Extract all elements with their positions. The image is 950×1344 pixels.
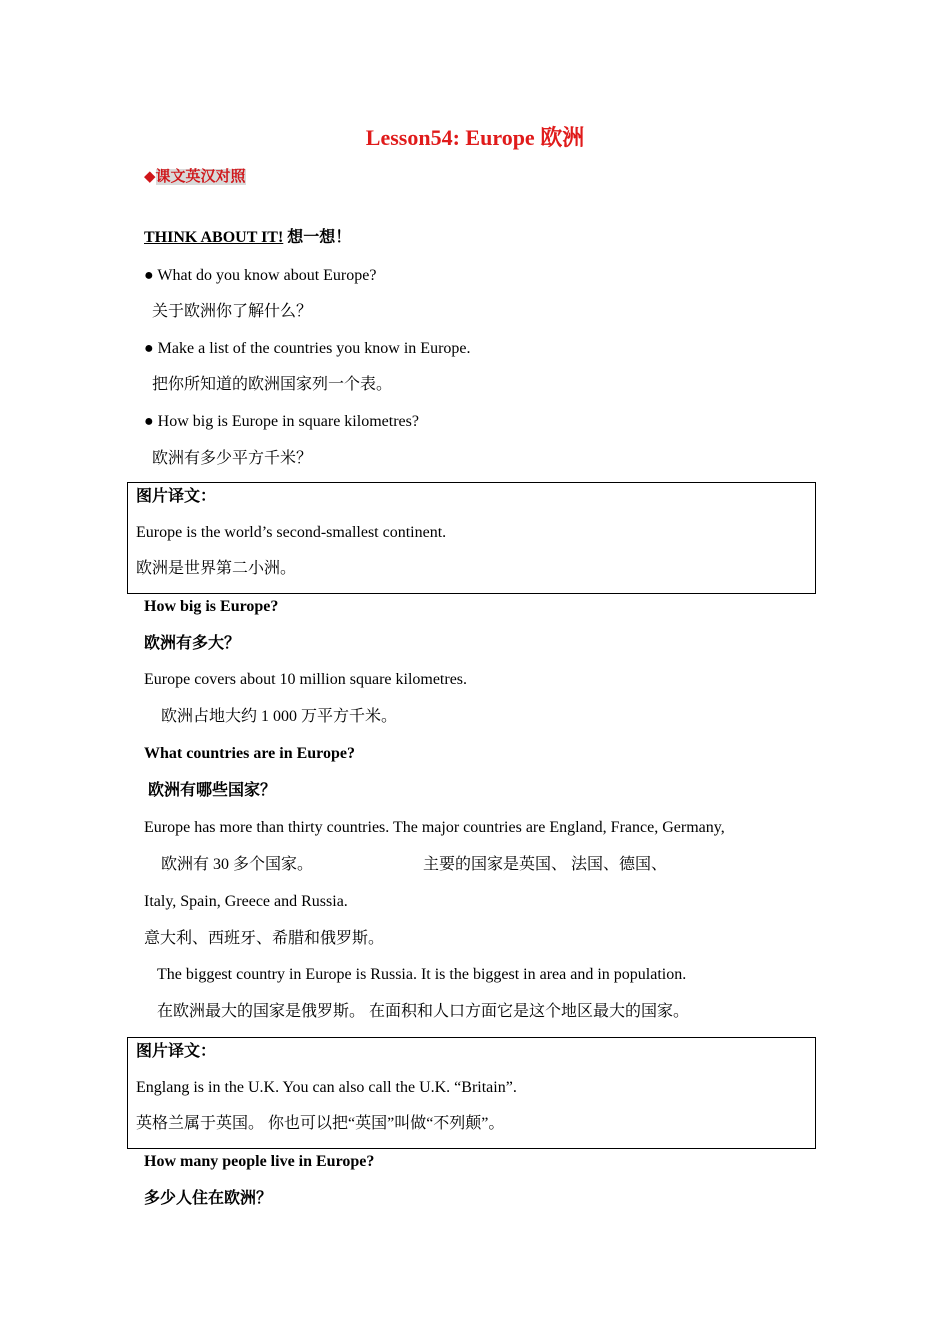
bullet-translation-3: 欧洲有多少平方千米？: [152, 450, 313, 467]
caption-text-zh: 英格兰属于英国。 你也可以把“英国”叫做“不列颠”。: [136, 1115, 505, 1132]
paragraph-zh-part-2: 主要的国家是英国、 法国、德国、: [423, 856, 668, 873]
bullet-item-2: [144, 339, 471, 359]
think-en: THINK ABOUT IT!: [144, 229, 284, 246]
caption-text-en: Englang is in the U.K. You can also call the U.K. “Britain”.: [136, 1079, 517, 1096]
question-heading-en: How many people live in Europe?: [144, 1153, 375, 1170]
caption-text-zh: 欧洲是世界第二小洲。: [136, 560, 297, 577]
diamond-icon: ◆: [144, 169, 156, 185]
question-heading-zh: 欧洲有哪些国家？: [148, 782, 277, 799]
picture-caption-box-2: [127, 1037, 816, 1149]
think-zh: 想一想！: [283, 229, 352, 246]
bullet-translation-2: 把你所知道的欧洲国家列一个表。: [152, 376, 393, 393]
caption-heading: 图片译文：: [136, 1043, 217, 1060]
bullet-translation-1: 关于欧洲你了解什么？: [152, 303, 313, 320]
bullet-item-3: [144, 412, 419, 432]
paragraph-zh: 在欧洲最大的国家是俄罗斯。 在面积和人口方面它是这个地区最大的国家。: [157, 1003, 690, 1020]
paragraph-en: Europe covers about 10 million square kilometres.: [144, 671, 468, 688]
question-heading-zh: 多少人住在欧洲？: [144, 1190, 273, 1207]
paragraph-en: Italy, Spain, Greece and Russia.: [144, 893, 348, 910]
section-heading: [144, 167, 246, 187]
caption-text-en: Europe is the world’s second-smallest continent.: [136, 524, 447, 541]
think-about-it-heading: [144, 228, 351, 248]
paragraph-zh: 意大利、西班牙、希腊和俄罗斯。: [144, 930, 385, 947]
paragraph-zh: 欧洲占地大约 1 000 万平方千米。: [161, 708, 398, 725]
picture-caption-box-1: [127, 482, 816, 594]
caption-heading: 图片译文：: [136, 488, 217, 505]
bullet-text-en: What do you know about Europe?: [157, 267, 377, 284]
bullet-icon: ●: [144, 267, 154, 284]
bullet-icon: ●: [144, 413, 154, 430]
bullet-icon: ●: [144, 340, 154, 357]
question-heading-zh: 欧洲有多大？: [144, 635, 241, 652]
question-heading-en: What countries are in Europe?: [144, 745, 355, 762]
paragraph-zh-part-1: 欧洲有 30 多个国家。: [161, 856, 314, 873]
section-label: 课文英汉对照: [155, 169, 246, 185]
paragraph-en: The biggest country in Europe is Russia. It is the biggest in area and in population.: [157, 966, 687, 983]
paragraph-en: Europe has more than thirty countries. The major countries are England, France, Germany,: [144, 819, 725, 836]
bullet-text-en: How big is Europe in square kilometres?: [157, 413, 419, 430]
question-heading-en: How big is Europe?: [144, 598, 279, 615]
bullet-text-en: Make a list of the countries you know in Europe.: [157, 340, 471, 357]
lesson-title: Lesson54: Europe 欧洲: [365, 125, 585, 150]
bullet-item-1: [144, 266, 376, 286]
